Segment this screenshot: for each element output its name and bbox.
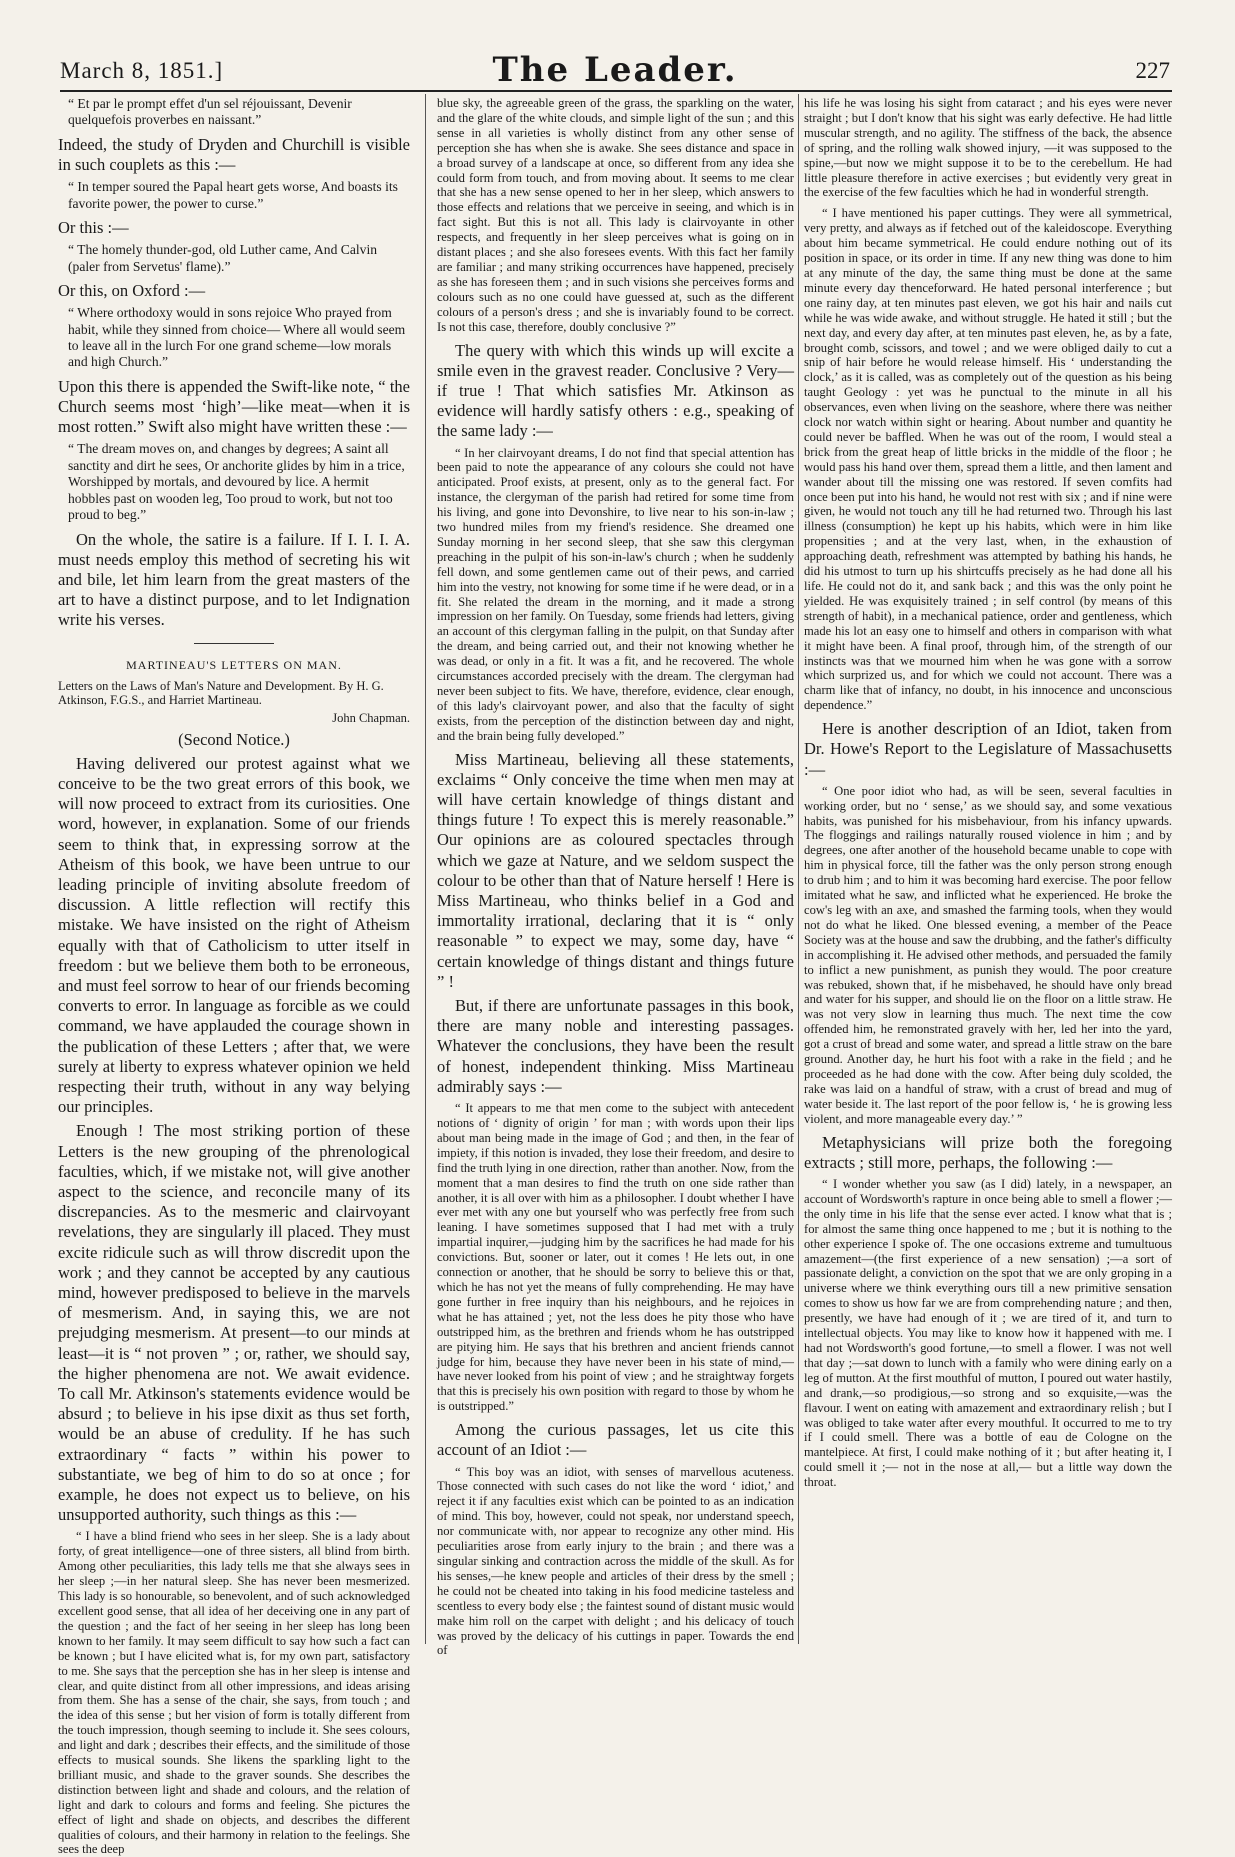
column-1 — [58, 96, 410, 1857]
section-separator — [194, 643, 274, 644]
verse-quote: “ Where orthodoxy would in sons rejoice Who prayed from habit, while they sinned from choice— Where all would seem to leave all in the lurch For one grand scheme—low morals and high Church.” — [68, 305, 406, 370]
column-divider — [425, 94, 426, 1644]
notice-label: (Second Notice.) — [178, 729, 290, 749]
paragraph: On the whole, the satire is a failure. If I. I. I. A. must needs employ this method of secreting his wit and bile, let him learn from the great masters of the art to have a distinct purpose, and to let Indignation write his verses. — [58, 529, 410, 630]
block-quote: “ I have a blind friend who sees in her sleep. She is a lady about forty, of great intelligence—one of three sisters, all blind from birth. Among other peculiarities, this lady tells me that she always sees in her sleep ;—in her natural sleep. She has never been mesmerized. This lady is so honourable, so benevolent, and of such acknowledged excellent good sense, that all idea of her deceiving one in any part of the question ; and the fact of her seeing in her sleep has long been known to her family. It may seem difficult to say how such a fact can be known ; but I have elicited what is, for my own part, satisfactory to me. She says that the perception she has in her sleep is intense and clear, and quite distinct from all other impressions, and ideas arising from them. She has a sense of the chair, she says, from touch ; and the idea of this sense ; but her vision of form is totally different from the touch impression, though seeming to include it. She sees colours, and light and dark ; describes their effects, and the similitude of those effects to musical sounds. She likens the sparkling light to the brilliant music, and shade to the graver sounds. She describes the distinction between light and shade and colours, and the relation of light and dark to colours and forms and feeling. She pictures the effect of light and shade on objects, and describes the different qualities of colours, and their harmony in relation to the feelings. She sees the deep — [58, 1529, 410, 1857]
paragraph: Enough ! The most striking portion of these Letters is the new grouping of the phrenological faculties, which, if we mistake not, will give another aspect to the science, and reconcile many of its discrepancies. As to the mesmeric and clairvoyant revelations, they are singularly ill placed. They must excite ridicule such as will throw discredit upon the work ; and they cannot be accepted by any cautious mind, however predisposed to believe in the marvels of mesmerism. And, in saying this, we are not prejudging mesmerism. At present—to our minds at least—it is “ not proven ” ; or, rather, we should say, the higher phenomena are not. We await evidence. To call Mr. Atkinson's statements evidence would be absurd ; to believe in his ipse dixit as thus set forth, would be an abuse of credulity. If he has such extraordinary “ facts ” within his power to substantiate, we beg of him to do so at once ; for example, he does not expect us to believe, on his unsupported authority, such things as this :— — [58, 1121, 410, 1525]
verse-quote: “ The homely thunder-god, old Luther came, And Calvin (paler from Servetus' flame).” — [68, 242, 378, 274]
block-quote: “ This boy was an idiot, with senses of marvellous acuteness. Those connected with such cases do not like the word ‘ idiot,’ and reject it if any faculties exist which can be pointed to as an indication of mind. This boy, however, could not speak, nor understand speech, nor communicate with, nor appear to recognize any other mind. His peculiarities arose from early injury to the brain ; and there was a singular sinking and contraction across the middle of the skull. As for his senses,—he knew people and articles of their dress by the smell ; he could not be cheated into taking in his food medicine tasteless and scentless to every body else ; the faintest sound of distant music would make him roll on the carpet with delight ; and his delicacy of touch was proved by the delicacy of his cuttings in paper. Towards the end of — [437, 1464, 794, 1658]
paragraph: Or this, on Oxford :— — [58, 281, 206, 301]
publisher: John Chapman. — [332, 710, 410, 725]
header-rule — [60, 90, 1172, 92]
verse-quote: “ Et par le prompt effet d'un sel réjouissant, Devenir quelquefois proverbes en naissant.” — [68, 96, 352, 128]
paragraph: Here is another description of an Idiot, taken from Dr. Howe's Report to the Legislature of Massachusetts :— — [804, 719, 1172, 779]
page-header — [60, 52, 1170, 88]
paragraph: Miss Martineau, believing all these statements, exclaims “ Only conceive the time when men may at will have certain knowledge of things distant and things future ! To expect this is merely reasonable.” Our opinions are as coloured spectacles through which we gaze at Nature, and we seldom suspect the colour to be other than that of Nature herself ! Here is Miss Martineau, who thinks belief in a God and immortality irrational, declaring that it is “ only reasonable ” to expect we may, some day, have “ certain knowledge of things distant and things future ” ! — [437, 749, 794, 991]
verse-quote: “ In temper soured the Papal heart gets worse, And boasts its favorite power, the power to curse.” — [68, 179, 398, 211]
verse-quote: “ The dream moves on, and changes by degrees; A saint all sanctity and dirt he sees, Or anchorite glides by him in a trice, Worshipped by mortals, and devoured by lice. A hermit hobbles past on wooden leg, Too proud to work, but not too proud to beg.” — [68, 441, 405, 523]
block-quote: “ In her clairvoyant dreams, I do not find that special attention has been paid to note the appearance of any colours she could not have anticipated. Proof exists, at present, only as to the general fact. For instance, the clergyman of the parish had retired for some time from his living, and gone into Devonshire, to live near to his son-in-law ; two hundred miles from my friend's residence. She dreamed one Sunday morning in her second sleep, that she saw this clergyman preaching in the pulpit of his son-in-law's church ; when he suddenly fell down, and some gentlemen came out of their pews, and carried him into the vestry, not knowing for some time if he were dead, or in a fit. She related the dream in the morning, and it made a strong impression on her family. On Tuesday, some friends had letters, giving an account of this clergyman falling in the pulpit, on that Sunday after the dream, and being carried out, and their not knowing whether he was dead, or only in a fit. It was a fit, and he recovered. The whole circumstances accorded precisely with the dream. The clergyman had never been subject to fits. We have, therefore, evidence, clear enough, of this lady's clairvoyant power, and also that the faculty of sight exists, from the perception of the distinction between day and night, and the brain being fully developed.” — [437, 445, 794, 743]
paragraph: Metaphysicians will prize both the foregoing extracts ; still more, perhaps, the following :— — [804, 1132, 1172, 1172]
paragraph: Or this :— — [58, 218, 129, 238]
block-quote: “ One poor idiot who had, as will be seen, several faculties in working order, but no ‘ sense,’ as we should say, and some vexatious habits, was punished for his misbehaviour, from his infancy upwards. The floggings and railings naturally roused violence in him ; and by degrees, one after another of the household became unable to cope with him in physical force, till the father was the only person strong enough to drub him ; and to him it was becoming hard exercise. The poor fellow imitated what he saw, and inflicted what he experienced. He broke the cow's leg with an axe, and smashed the farming tools, when they would not do what he liked. One blessed evening, a member of the Peace Society was at the house and saw the drubbing, and the father's difficulty in accomplishing it. He advised other methods, and persuaded the family to inflict a new punishment, as punish they would. The poor creature was rebuked, shown that, if he misbehaved, he should have only bread and water for his supper, and should lie on the floor on a little straw. He was not very slow in learning thus much. The next time the cow offended him, he remonstrated gravely with her, led her into the yard, got a crust of bread and some water, and spread a little straw on the bare ground. Another day, he hurt his foot with a rake in the field ; and he proceeded as he had done with the cow. After being duly scolded, the rake was laid on a handful of straw, with a crust of bread and mug of water beside it. The last report of the poor fellow is, ‘ he is growing less violent, and more manageable every day.’ ” — [804, 783, 1172, 1126]
issue-date: March 8, 1851.] — [60, 58, 224, 83]
block-quote: “ It appears to me that men come to the subject with antecedent notions of ‘ dignity of origin ’ for man ; with words upon their lips about man being made in the image of God ; and then, in the fear of impiety, if this notion is invaded, they lose their freedom, and desire to find the truth lying in one direction, rather than another. Now, from the moment that a man desires to find the truth on one side rather than another, it is all over with him as a philosopher. I doubt whether I have ever met with any one but yourself who was perfectly free from such leaning. I have sometimes supposed that I had met with a truly impartial inquirer,—judging him by the sacrifices he had made for his convictions. But, sooner or later, out it comes ! He lets out, in one connection or another, that he should be sorry to believe this or that, which he has not yet the means of fully comprehending. He may have gone further in free inquiry than his neighbours, and he rejoices in what he has attained ; yet, not the less does he pity those who have outstripped him, as the brethren and friends whom he has outstripped are pitying him. He says that his brethren and ancient friends cannot judge for him, because they have never been in his state of mind,—have never looked from his point of view ; and he straightway forgets that this is precisely his own position with regard to those by whom he is outstripped.” — [437, 1101, 794, 1414]
paragraph: Having delivered our protest against what we conceive to be the two great errors of this book, we will now proceed to extract from its curiosities. One word, however, in explanation. Some of our friends seem to think that, in expressing sorrow at the Atheism of this book, we have been untrue to our leading principle of inviting absolute freedom of discussion. A little reflection will rectify this mistake. We have insisted on the right of Atheism equally with that of Catholicism to utter itself in freedom : but we believe them both to be erroneous, and must feel sorrow to hear of our friends becoming converts to error. In language as forcible as we could command, we have applauded the courage shown in the publication of these Letters ; after that, we were surely at liberty to express whatever opinion we held respecting their truth, without in any way belying our principles. — [58, 753, 410, 1117]
paragraph: But, if there are unfortunate passages in this book, there are many noble and interesting passages. Whatever the conclusions, they have been the result of honest, independent thinking. Miss Martineau admirably says :— — [437, 996, 794, 1096]
masthead-title: The Leader. — [492, 50, 738, 90]
column-3 — [804, 96, 1172, 1646]
page-number: 227 — [1135, 58, 1170, 83]
block-quote: his life he was losing his sight from cataract ; and his eyes were never straight ; but I don't know that his sight was early defective. He had little muscular strength, and no agility. The stiffness of the back, the absence of spring, and the rolling walk showed injury, —it was supposed to the spine,—but now we might suppose it to be to the cerebellum. He had little pleasure therefore in active exercises ; but evidently very great in the exercise of the few faculties which he had in wonderful strength. — [804, 96, 1172, 200]
section-heading: MARTINEAU'S LETTERS ON MAN. — [126, 657, 342, 672]
paragraph: The query with which this winds up will excite a smile even in the gravest reader. Conclusive ? Very—if true ! That which satisfies Mr. Atkinson as evidence will hardly satisfy others : e.g., speaking of the same lady :— — [437, 340, 794, 441]
column-divider — [798, 94, 799, 1644]
block-quote: “ I wonder whether you saw (as I did) lately, in a newspaper, an account of Wordsworth's rapture in once being able to smell a flower ;—the only time in his life that the sense ever acted. I know what that is ; for almost the same thing once happened to me ; but it is nothing to the other experience I spoke of. The one occasions extreme and tumultuous amazement—(the first experience of a new sensation) ;—a sort of passionate delight, a conviction on the spot that we are only groping in a universe where we think everything ours till a new primitive sensation comes to show us how far we are from comprehending nature ; and then, presently, we have had enough of it ; we are tired of it, and turn to intellectual objects. You may like to know how it happened with me. I had not Wordsworth's good fortune,—to smell a flower. I was not well that day ;—sat down to lunch with a family who were dining early on a leg of mutton. At the first mouthful of mutton, I poured out water hastily, and drank,—so prodigious,—so strong and so exquisite,—was the flavour. I went on eating with amazement and extraordinary relish ; but I was obliged to take water after every mouthful. It occurred to me to try if I could smell. There was a bottle of eau de Cologne on the mantelpiece. At first, I could make nothing of it ; but after heating it, I could smell it ;— not in the nose at all,— but a little way down the throat. — [804, 1177, 1172, 1490]
column-2 — [437, 96, 794, 1658]
paragraph: Indeed, the study of Dryden and Churchill is visible in such couplets as this :— — [58, 134, 410, 175]
paragraph: Among the curious passages, let us cite this account of an Idiot :— — [437, 1420, 794, 1460]
block-quote: blue sky, the agreeable green of the grass, the sparkling on the water, and the glare of the white clouds, and simple light of the sun ; and this sense in all varieties is wholly distinct from any other sense of perception she has when she is awake. She sees distance and space in a broad survey of a landscape at once, so different from any idea she could form from touch, and from moving about. It seems to me clear that she has a new sense opened to her in her sleep, which answers to those effects and relations that we perceive in seeing, and which is in fact sight. But this is not all. This lady is clairvoyante in other respects, and frequently in her sleep perceives what is going on in distant places ; and she also foresees events. With this fact her family are familiar ; and many striking occurrences have happened, precisely as she has foreseen them ; and in such visions she perceives forms and colours such as no one could have guessed at, such as the different colours of a person's dress ; and she is invariably found to be correct. Is not this case, therefore, doubly conclusive ?” — [437, 96, 794, 334]
book-byline: Letters on the Laws of Man's Nature and Development. By H. G. Atkinson, F.G.S., and Harriet Martineau. — [58, 678, 384, 707]
block-quote: “ I have mentioned his paper cuttings. They were all symmetrical, very pretty, and always as if fetched out of the kaleidoscope. Everything about him became symmetrical. He could endure nothing out of its position in space, or its order in time. If any new thing was done to him at any minute of the day, the same thing must be done at the same minute every day thenceforward. He hated personal interference ; but one rainy day, at ten minutes past eleven, we got his hair and nails cut while he was wide awake, and without struggle. He hated it still ; but the next day, and every day after, at ten minutes past eleven, he, as by a fate, brought comb, scissors, and towel ; and we were obliged daily to cut a snip of hair before he would release himself. His ‘ understanding the clock,’ as it is called, was as completely out of the question as his being taught Geology : yet was he punctual to the minute in all his observances, even when living on the seashore, where there was neither clock nor watch within sight or hearing. About number and quantity he could never be baffled. When he was out of the room, I would steal a brick from the great heap of little bricks in the middle of the floor ; he would pass his hand over them, spread them a little, and then lament and wander about till the missing one was restored. If seven comfits had once been put into his hand, he would not rest with six ; and if nine were given, he would not touch any till he had returned two. Through his last illness (consumption) he kept up his habits, which were in him like propensities ; and at the very last, when, in the exhaustion of approaching death, refreshment was attempted by bathing his hands, he did his utmost to turn up his shirtcuffs precisely as he had done all his life. He could not do it, and sank back ; and this was the only point he yielded. He was exquisitely trained ; in self control (by means of this strength of habit), in a mechanical patience, order and gentleness, which made his lot an easy one to himself and others in comparison with what it might have been. A final proof, through him, of the strength of our instincts was that we mourned him when he was gone with a sorrow which surprized us, and for which we could not account. There was a charm like that of infancy, no doubt, in his innocence and unconscious dependence.” — [804, 206, 1172, 713]
paragraph: Upon this there is appended the Swift-like note, “ the Church seems most ‘high’—like meat—when it is most rotten.” Swift also might have written these :— — [58, 376, 410, 437]
